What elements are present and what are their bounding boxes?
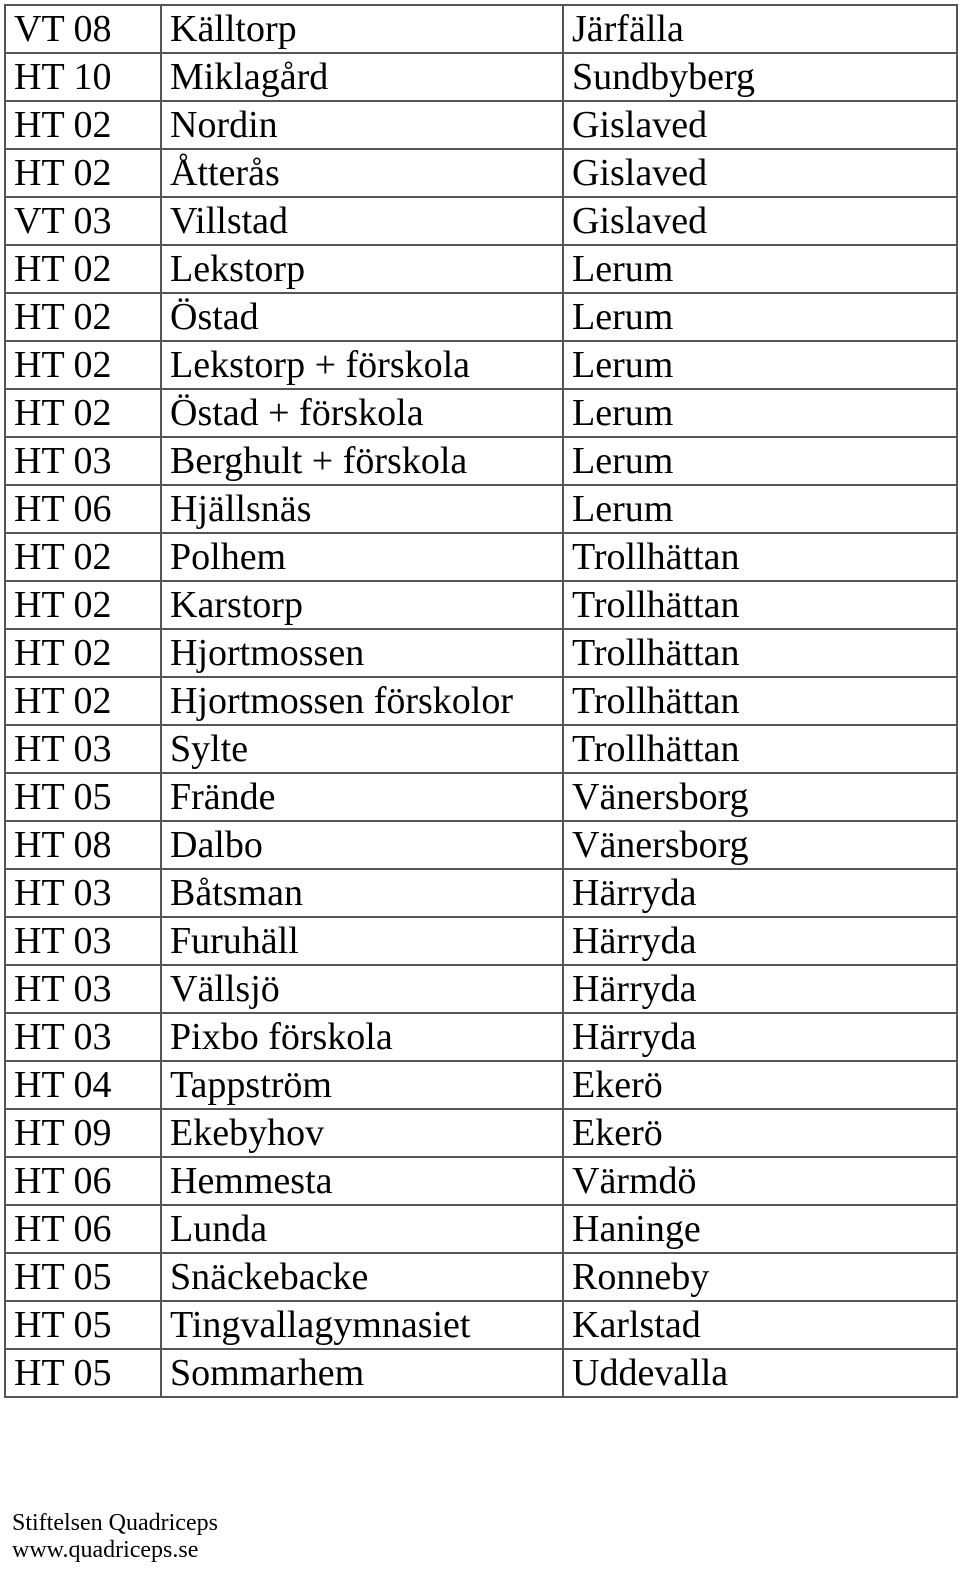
term-cell: HT 06 (5, 485, 161, 533)
table-row (5, 1205, 957, 1253)
table-row (5, 293, 957, 341)
school-cell: Åtterås (161, 149, 563, 197)
term-cell: HT 03 (5, 869, 161, 917)
municipality-cell: Lerum (563, 389, 957, 437)
term-cell: HT 02 (5, 245, 161, 293)
school-cell: Miklagård (161, 53, 563, 101)
school-cell: Dalbo (161, 821, 563, 869)
municipality-cell: Härryda (563, 965, 957, 1013)
municipality-cell: Trollhättan (563, 533, 957, 581)
school-cell: Hjällsnäs (161, 485, 563, 533)
table-row (5, 629, 957, 677)
table-row (5, 1061, 957, 1109)
term-cell: HT 05 (5, 1253, 161, 1301)
table-row (5, 1301, 957, 1349)
municipality-cell: Ekerö (563, 1061, 957, 1109)
term-cell: HT 04 (5, 1061, 161, 1109)
municipality-cell: Lerum (563, 245, 957, 293)
municipality-cell: Värmdö (563, 1157, 957, 1205)
table-row (5, 53, 957, 101)
table-row (5, 1109, 957, 1157)
municipality-cell: Trollhättan (563, 725, 957, 773)
table-row (5, 917, 957, 965)
school-cell: Lekstorp (161, 245, 563, 293)
term-cell: HT 02 (5, 293, 161, 341)
table-row (5, 197, 957, 245)
municipality-cell: Lerum (563, 437, 957, 485)
term-cell: HT 03 (5, 725, 161, 773)
table-row (5, 341, 957, 389)
municipality-cell: Trollhättan (563, 677, 957, 725)
term-cell: HT 02 (5, 149, 161, 197)
municipality-cell: Järfälla (563, 5, 957, 53)
school-cell: Furuhäll (161, 917, 563, 965)
school-cell: Lunda (161, 1205, 563, 1253)
term-cell: HT 03 (5, 437, 161, 485)
term-cell: HT 02 (5, 677, 161, 725)
municipality-cell: Vänersborg (563, 821, 957, 869)
term-cell: HT 02 (5, 101, 161, 149)
school-cell: Tappström (161, 1061, 563, 1109)
school-cell: Källtorp (161, 5, 563, 53)
school-cell: Snäckebacke (161, 1253, 563, 1301)
term-cell: HT 10 (5, 53, 161, 101)
term-cell: HT 02 (5, 533, 161, 581)
municipality-cell: Haninge (563, 1205, 957, 1253)
term-cell: HT 09 (5, 1109, 161, 1157)
term-cell: HT 02 (5, 341, 161, 389)
term-cell: HT 05 (5, 1349, 161, 1397)
school-cell: Ekebyhov (161, 1109, 563, 1157)
municipality-cell: Karlstad (563, 1301, 957, 1349)
term-cell: HT 03 (5, 965, 161, 1013)
table-row (5, 869, 957, 917)
school-cell: Sommarhem (161, 1349, 563, 1397)
school-cell: Hjortmossen förskolor (161, 677, 563, 725)
municipality-cell: Härryda (563, 1013, 957, 1061)
table-row (5, 965, 957, 1013)
term-cell: HT 02 (5, 389, 161, 437)
table-row (5, 1253, 957, 1301)
table-row (5, 101, 957, 149)
term-cell: HT 08 (5, 821, 161, 869)
table-row (5, 581, 957, 629)
school-cell: Vällsjö (161, 965, 563, 1013)
term-cell: HT 03 (5, 917, 161, 965)
table-row (5, 677, 957, 725)
municipality-cell: Gislaved (563, 101, 957, 149)
municipality-cell: Ronneby (563, 1253, 957, 1301)
municipality-cell: Vänersborg (563, 773, 957, 821)
school-cell: Polhem (161, 533, 563, 581)
school-cell: Hjortmossen (161, 629, 563, 677)
school-cell: Östad (161, 293, 563, 341)
school-cell: Karstorp (161, 581, 563, 629)
table-row (5, 389, 957, 437)
school-cell: Båtsman (161, 869, 563, 917)
term-cell: HT 05 (5, 773, 161, 821)
term-cell: HT 05 (5, 1301, 161, 1349)
table-row (5, 773, 957, 821)
term-cell: HT 06 (5, 1205, 161, 1253)
school-cell: Hemmesta (161, 1157, 563, 1205)
municipality-cell: Trollhättan (563, 629, 957, 677)
municipality-cell: Lerum (563, 341, 957, 389)
term-cell: HT 02 (5, 629, 161, 677)
municipality-cell: Trollhättan (563, 581, 957, 629)
school-cell: Frände (161, 773, 563, 821)
school-cell: Villstad (161, 197, 563, 245)
school-cell: Nordin (161, 101, 563, 149)
table-row (5, 1157, 957, 1205)
municipality-cell: Gislaved (563, 197, 957, 245)
footer-org-name: Stiftelsen Quadriceps (12, 1510, 218, 1536)
table-row (5, 149, 957, 197)
municipality-cell: Sundbyberg (563, 53, 957, 101)
school-cell: Berghult + förskola (161, 437, 563, 485)
table-row (5, 437, 957, 485)
municipality-cell: Lerum (563, 485, 957, 533)
school-cell: Östad + förskola (161, 389, 563, 437)
schools-table (4, 4, 958, 1398)
table-row (5, 5, 957, 53)
table-row (5, 1013, 957, 1061)
municipality-cell: Ekerö (563, 1109, 957, 1157)
footer-website: www.quadriceps.se (12, 1537, 199, 1563)
municipality-cell: Lerum (563, 293, 957, 341)
municipality-cell: Gislaved (563, 149, 957, 197)
footer (12, 1510, 218, 1564)
term-cell: VT 03 (5, 197, 161, 245)
schools-table-body (5, 5, 957, 1397)
table-row (5, 485, 957, 533)
table-row (5, 533, 957, 581)
table-row (5, 821, 957, 869)
school-cell: Pixbo förskola (161, 1013, 563, 1061)
school-cell: Tingvallagymnasiet (161, 1301, 563, 1349)
table-row (5, 245, 957, 293)
term-cell: HT 02 (5, 581, 161, 629)
school-cell: Lekstorp + förskola (161, 341, 563, 389)
municipality-cell: Härryda (563, 869, 957, 917)
table-row (5, 725, 957, 773)
school-cell: Sylte (161, 725, 563, 773)
term-cell: HT 03 (5, 1013, 161, 1061)
term-cell: HT 06 (5, 1157, 161, 1205)
table-row (5, 1349, 957, 1397)
term-cell: VT 08 (5, 5, 161, 53)
municipality-cell: Uddevalla (563, 1349, 957, 1397)
municipality-cell: Härryda (563, 917, 957, 965)
